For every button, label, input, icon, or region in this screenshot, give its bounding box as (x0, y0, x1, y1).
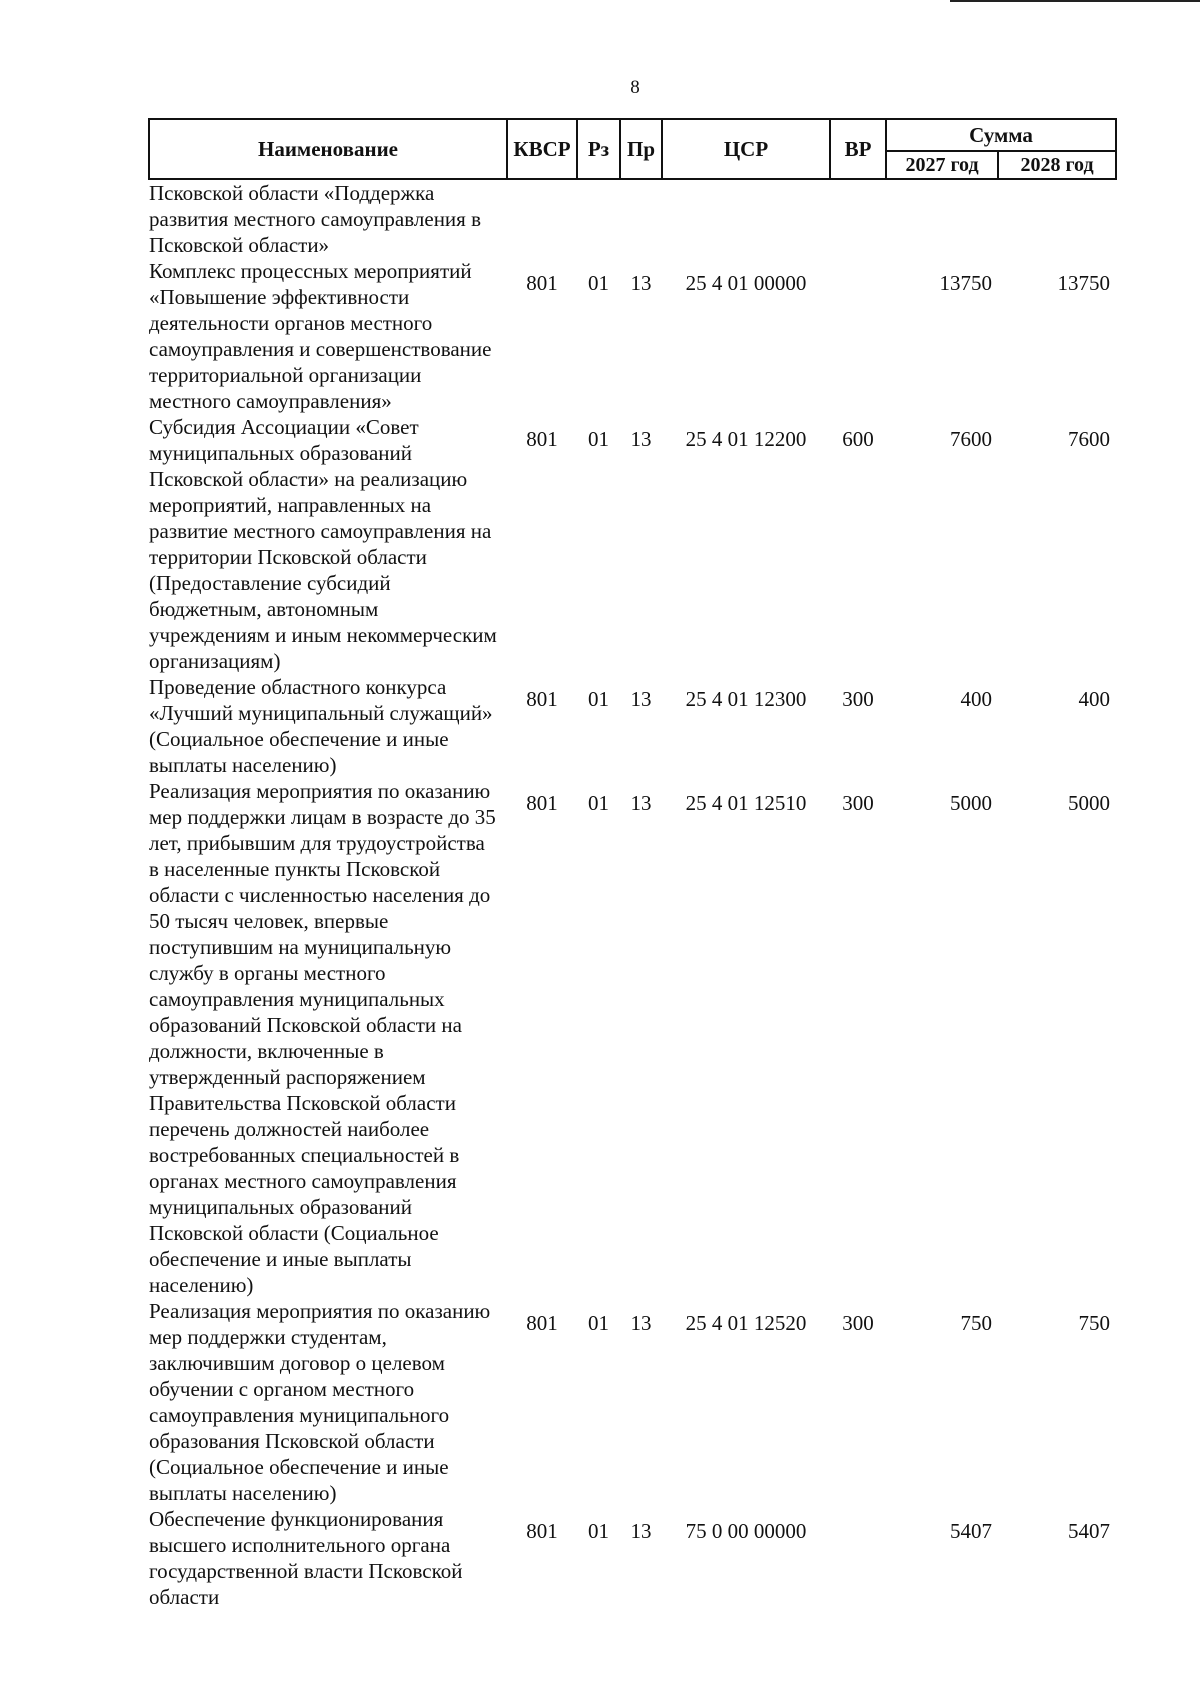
row-sum-2027: 13750 (939, 271, 992, 295)
row-pr: 13 (630, 1311, 652, 1335)
row-kvsr: 801 (526, 1519, 558, 1543)
row-rz (577, 179, 620, 258)
row-kvsr: 801 (526, 271, 558, 295)
row-name: Проведение областного конкурса «Лучший муниципальный служащий» (Социальное обеспечение и иные выплаты населению) (149, 675, 493, 777)
row-vr: 600 (842, 427, 874, 451)
row-name: Обеспечение функционирования высшего исполнительного органа государственной власти Псковской области (149, 1507, 463, 1609)
row-sum-2028: 7600 (1068, 427, 1110, 451)
row-sum-2027: 400 (960, 687, 992, 711)
row-sum-2028: 5407 (1068, 1519, 1110, 1543)
header-kvsr: КВСР (507, 119, 577, 179)
table-row (149, 1298, 1116, 1506)
row-sum-2027: 5407 (950, 1519, 992, 1543)
table-row (149, 414, 1116, 674)
row-kvsr: 801 (526, 1311, 558, 1335)
row-sum-2028: 5000 (1068, 791, 1110, 815)
row-rz: 01 (588, 687, 609, 711)
row-rz: 01 (588, 1311, 609, 1335)
row-csr: 75 0 00 00000 (685, 1519, 807, 1543)
row-sum-2027 (886, 179, 998, 258)
row-name: Реализация мероприятия по оказанию мер поддержки лицам в возрасте до 35 лет, прибывшим для трудоустройства в населенные пункты Псковской области с численностью населения до 50 тысяч человек, впервые поступившим на муниципальную службу в органы местного самоуправления муниципальных образований Псковской области на должности, включенные в утвержденный распоряжением Правительства Псковской области перечень должностей наиболее востребованных специальностей в органах местного самоуправления муниципальных образований Псковской области (Социальное обеспечение и иные выплаты населению) (149, 779, 496, 1297)
row-pr: 13 (630, 427, 652, 451)
row-csr: 25 4 01 12300 (685, 687, 807, 711)
row-sum-2027: 5000 (950, 791, 992, 815)
row-kvsr: 801 (526, 687, 558, 711)
header-vr: ВР (830, 119, 886, 179)
header-year-2028: 2028 год (998, 151, 1116, 179)
table-header (149, 119, 1116, 179)
page-top-border (950, 0, 1200, 2)
row-rz: 01 (588, 1519, 609, 1543)
row-sum-2028 (998, 179, 1116, 258)
row-vr: 300 (842, 1311, 874, 1335)
header-pr: Пр (620, 119, 662, 179)
row-kvsr: 801 (526, 791, 558, 815)
row-pr: 13 (630, 1519, 652, 1543)
row-name: Комплекс процессных мероприятий «Повышение эффективности деятельности органов местного самоуправления и совершенствование территориальной организации местного самоуправления» (149, 259, 492, 413)
row-rz: 01 (588, 791, 609, 815)
row-vr: 300 (842, 791, 874, 815)
row-csr: 25 4 01 12520 (685, 1311, 807, 1335)
row-name: Субсидия Ассоциации «Совет муниципальных образований Псковской области» на реализацию мероприятий, направленных на развитие местного самоуправления на территории Псковской области (Предоставление субсидий бюджетным, автономным учреждениям и иным некоммерческим организациям) (149, 415, 497, 673)
header-sum: Сумма (886, 119, 1116, 151)
header-csr: ЦСР (662, 119, 830, 179)
row-sum-2028: 750 (1078, 1311, 1110, 1335)
table-row (149, 179, 1116, 258)
row-csr (662, 179, 830, 258)
table-row (149, 778, 1116, 1298)
row-name: Реализация мероприятия по оказанию мер поддержки студентам, заключившим договор о целевом обучении с органом местного самоуправления муниципального образования Псковской области (Социальное обеспечение и иные выплаты населению) (149, 1299, 491, 1505)
row-vr: 300 (842, 687, 874, 711)
table-row (149, 674, 1116, 778)
row-pr: 13 (630, 791, 652, 815)
header-year-2027: 2027 год (886, 151, 998, 179)
budget-table (148, 118, 1117, 1610)
row-csr: 25 4 01 12200 (685, 427, 807, 451)
row-kvsr (507, 179, 577, 258)
row-pr (620, 179, 662, 258)
row-name: Псковской области «Поддержка развития местного самоуправления в Псковской области» (149, 181, 481, 257)
row-csr: 25 4 01 00000 (685, 271, 807, 295)
table-row (149, 1506, 1116, 1610)
row-kvsr: 801 (526, 427, 558, 451)
row-vr (830, 179, 886, 258)
row-rz: 01 (588, 271, 609, 295)
row-csr: 25 4 01 12510 (685, 791, 807, 815)
header-rz: Рз (577, 119, 620, 179)
row-pr: 13 (630, 271, 652, 295)
row-sum-2028: 13750 (1057, 271, 1110, 295)
row-rz: 01 (588, 427, 609, 451)
row-sum-2027: 7600 (950, 427, 992, 451)
page-number: 8 (630, 77, 640, 98)
table-body (149, 179, 1116, 1610)
table-row (149, 258, 1116, 414)
row-vr (830, 1506, 886, 1610)
row-pr: 13 (630, 687, 652, 711)
row-vr (830, 258, 886, 414)
row-sum-2028: 400 (1078, 687, 1110, 711)
header-name: Наименование (149, 119, 507, 179)
row-sum-2027: 750 (960, 1311, 992, 1335)
